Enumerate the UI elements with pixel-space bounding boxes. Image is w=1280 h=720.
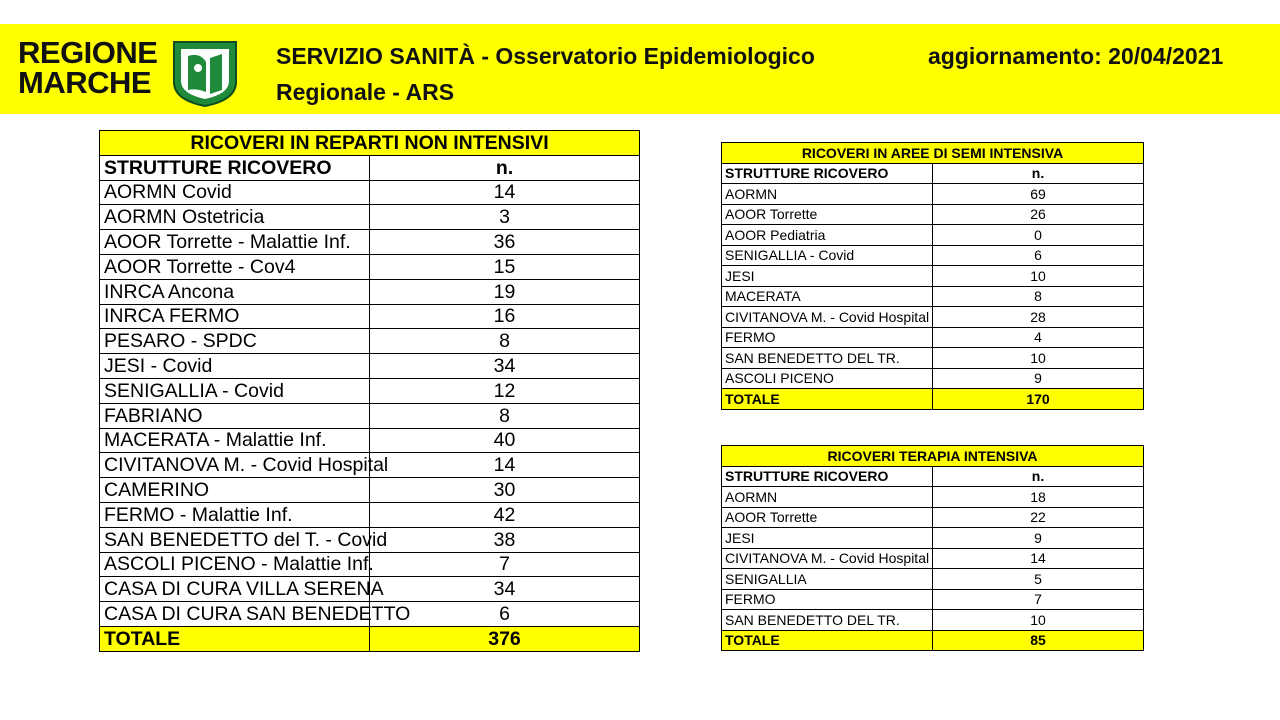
structure-name: JESI (722, 266, 933, 287)
page-title (276, 38, 815, 110)
structure-name: SENIGALLIA (722, 569, 933, 590)
structure-name: AORMN (722, 487, 933, 508)
total-value: 170 (933, 389, 1144, 410)
structure-name: ASCOLI PICENO - Malattie Inf. (100, 552, 370, 577)
patient-count: 12 (370, 378, 640, 403)
structure-name: AORMN (722, 184, 933, 205)
total-label: TOTALE (722, 389, 933, 410)
patient-count: 28 (933, 307, 1144, 328)
structure-name: AOOR Torrette - Cov4 (100, 254, 370, 279)
structure-name: CIVITANOVA M. - Covid Hospital (722, 548, 933, 569)
table-row (722, 286, 1144, 307)
table-title: RICOVERI TERAPIA INTENSIVA (722, 446, 1144, 467)
patient-count: 14 (370, 180, 640, 205)
patient-count: 5 (933, 569, 1144, 590)
table-row (722, 225, 1144, 246)
table-title: RICOVERI IN AREE DI SEMI INTENSIVA (722, 143, 1144, 164)
structure-name: JESI (722, 528, 933, 549)
logo-line-1: REGIONE (18, 35, 158, 70)
column-header-n: n. (933, 163, 1144, 184)
table-row (722, 184, 1144, 205)
table-row (100, 230, 640, 255)
patient-count: 10 (933, 348, 1144, 369)
table-row (722, 307, 1144, 328)
column-header-structure: STRUTTURE RICOVERO (100, 155, 370, 180)
table-row (100, 453, 640, 478)
title-line-1: SERVIZIO SANITÀ - Osservatorio Epidemiologico (276, 43, 815, 69)
structure-name: CIVITANOVA M. - Covid Hospital (100, 453, 370, 478)
patient-count: 38 (370, 527, 640, 552)
patient-count: 34 (370, 577, 640, 602)
table-row (100, 478, 640, 503)
region-logo-text (18, 35, 158, 100)
structure-name: CASA DI CURA SAN BENEDETTO (100, 602, 370, 627)
table-row (722, 245, 1144, 266)
structure-name: FERMO (722, 327, 933, 348)
structure-name: FERMO - Malattie Inf. (100, 502, 370, 527)
patient-count: 4 (933, 327, 1144, 348)
patient-count: 6 (933, 245, 1144, 266)
table-row (722, 266, 1144, 287)
table-row (100, 304, 640, 329)
patient-count: 3 (370, 205, 640, 230)
patient-count: 7 (933, 589, 1144, 610)
non-intensive-table (99, 130, 640, 652)
structure-name: SAN BENEDETTO DEL TR. (722, 610, 933, 631)
table-title-row (722, 446, 1144, 467)
table-row (722, 610, 1144, 631)
structure-name: CASA DI CURA VILLA SERENA (100, 577, 370, 602)
total-row (100, 626, 640, 651)
table-row (100, 502, 640, 527)
structure-name: FABRIANO (100, 403, 370, 428)
table-row (100, 329, 640, 354)
table-title-row (100, 131, 640, 156)
title-line-2: Regionale - ARS (276, 79, 455, 105)
table-row (722, 528, 1144, 549)
header-banner (0, 24, 1280, 114)
structure-name: AOOR Torrette (722, 204, 933, 225)
patient-count: 18 (933, 487, 1144, 508)
structure-name: JESI - Covid (100, 354, 370, 379)
structure-name: FERMO (722, 589, 933, 610)
patient-count: 9 (933, 368, 1144, 389)
structure-name: INRCA Ancona (100, 279, 370, 304)
patient-count: 10 (933, 266, 1144, 287)
table-row (100, 577, 640, 602)
table-header-row (722, 466, 1144, 487)
structure-name: ASCOLI PICENO (722, 368, 933, 389)
structure-name: PESARO - SPDC (100, 329, 370, 354)
patient-count: 6 (370, 602, 640, 627)
table-row (100, 602, 640, 627)
update-date: aggiornamento: 20/04/2021 (928, 43, 1224, 69)
structure-name: AOOR Torrette (722, 507, 933, 528)
table-row (722, 368, 1144, 389)
patient-count: 26 (933, 204, 1144, 225)
patient-count: 0 (933, 225, 1144, 246)
patient-count: 8 (370, 329, 640, 354)
structure-name: AORMN Covid (100, 180, 370, 205)
table-row (100, 279, 640, 304)
table-row (722, 348, 1144, 369)
total-value: 376 (370, 626, 640, 651)
patient-count: 14 (933, 548, 1144, 569)
table-row (100, 180, 640, 205)
table-row (100, 354, 640, 379)
patient-count: 30 (370, 478, 640, 503)
table-row (722, 204, 1144, 225)
patient-count: 16 (370, 304, 640, 329)
structure-name: MACERATA (722, 286, 933, 307)
structure-name: CAMERINO (100, 478, 370, 503)
structure-name: MACERATA - Malattie Inf. (100, 428, 370, 453)
patient-count: 8 (370, 403, 640, 428)
patient-count: 8 (933, 286, 1144, 307)
semi-intensive-table (721, 142, 1144, 410)
patient-count: 36 (370, 230, 640, 255)
structure-name: SENIGALLIA - Covid (722, 245, 933, 266)
logo-line-2: MARCHE (18, 65, 152, 100)
patient-count: 42 (370, 502, 640, 527)
table-header-row (722, 163, 1144, 184)
patient-count: 9 (933, 528, 1144, 549)
table-header-row (100, 155, 640, 180)
structure-name: SAN BENEDETTO del T. - Covid (100, 527, 370, 552)
intensive-care-table (721, 445, 1144, 651)
table-row (100, 527, 640, 552)
patient-count: 10 (933, 610, 1144, 631)
table-row (100, 428, 640, 453)
structure-name: SAN BENEDETTO DEL TR. (722, 348, 933, 369)
patient-count: 40 (370, 428, 640, 453)
patient-count: 69 (933, 184, 1144, 205)
patient-count: 7 (370, 552, 640, 577)
patient-count: 19 (370, 279, 640, 304)
table-title: RICOVERI IN REPARTI NON INTENSIVI (100, 131, 640, 156)
table-title-row (722, 143, 1144, 164)
patient-count: 34 (370, 354, 640, 379)
table-row (100, 254, 640, 279)
table-row (722, 507, 1144, 528)
total-row (722, 630, 1144, 651)
table-row (722, 589, 1144, 610)
table-row (722, 327, 1144, 348)
total-row (722, 389, 1144, 410)
total-label: TOTALE (722, 630, 933, 651)
table-row (722, 569, 1144, 590)
structure-name: AOOR Pediatria (722, 225, 933, 246)
column-header-structure: STRUTTURE RICOVERO (722, 466, 933, 487)
patient-count: 22 (933, 507, 1144, 528)
table-row (722, 548, 1144, 569)
structure-name: CIVITANOVA M. - Covid Hospital (722, 307, 933, 328)
region-emblem-icon (170, 38, 240, 108)
column-header-structure: STRUTTURE RICOVERO (722, 163, 933, 184)
structure-name: AOOR Torrette - Malattie Inf. (100, 230, 370, 255)
table-row (722, 487, 1144, 508)
structure-name: AORMN Ostetricia (100, 205, 370, 230)
total-label: TOTALE (100, 626, 370, 651)
structure-name: SENIGALLIA - Covid (100, 378, 370, 403)
patient-count: 14 (370, 453, 640, 478)
total-value: 85 (933, 630, 1144, 651)
patient-count: 15 (370, 254, 640, 279)
structure-name: INRCA FERMO (100, 304, 370, 329)
table-row (100, 378, 640, 403)
table-row (100, 205, 640, 230)
table-row (100, 552, 640, 577)
column-header-n: n. (933, 466, 1144, 487)
table-row (100, 403, 640, 428)
column-header-n: n. (370, 155, 640, 180)
